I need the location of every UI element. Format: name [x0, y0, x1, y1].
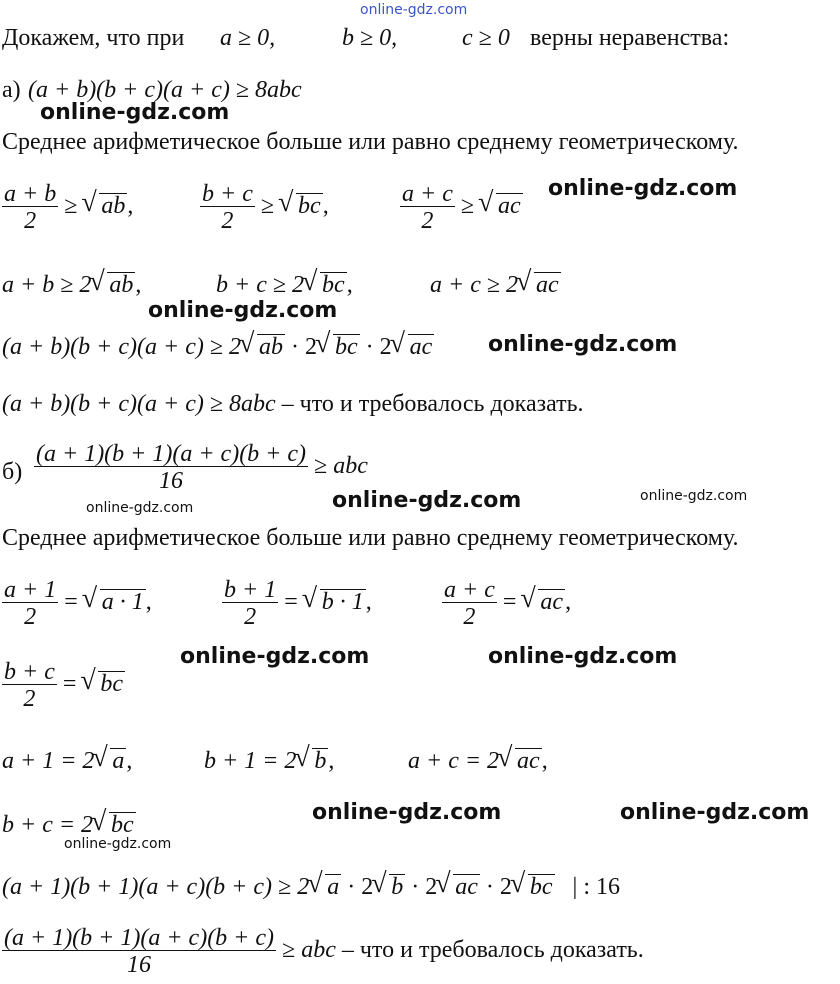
part-b-principle: Среднее арифметическое больше или равно среднему геометрическому.	[2, 525, 739, 551]
fraction: $\frac{b + c}{2}$	[4, 659, 55, 712]
intro-line	[2, 26, 184, 50]
fraction: $\frac{b + c}{2}$	[202, 181, 253, 234]
part-b-step2-1: a + 1 = 2√ a,	[2, 748, 132, 773]
watermark: online-gdz.com	[312, 800, 502, 825]
part-b-step2-2: b + 1 = 2√ b,	[204, 748, 334, 773]
part-b-step1-3: $\frac{a + c}{2}$ = √ ac,	[442, 578, 571, 629]
sqrt: √ bc	[317, 334, 360, 359]
watermark: online-gdz.com	[180, 644, 370, 669]
part-b-step1-2: $\frac{b + 1}{2}$ = √ b · 1,	[222, 578, 372, 629]
sqrt: √ b	[373, 874, 405, 899]
sqrt: √ b	[296, 748, 328, 773]
watermark-small: online-gdz.com	[86, 500, 194, 516]
sqrt: √ ac	[437, 874, 480, 899]
part-a-principle: Среднее арифметическое больше или равно среднему геометрическому.	[2, 129, 739, 155]
part-a-step2-1: a + b ≥ 2√ ab,	[2, 272, 141, 297]
part-a-step1-1: $\frac{a + b}{2}$ ≥ √ ab,	[2, 182, 133, 233]
watermark: online-gdz.com	[548, 176, 738, 201]
part-a-label: а)	[2, 77, 21, 103]
part-a-step2-3: a + c ≥ 2√ ac	[430, 272, 561, 297]
sqrt: √ bc	[280, 193, 323, 218]
sqrt: √ a	[94, 748, 126, 773]
part-b-step1-1: $\frac{a + 1}{2}$ = √ a · 1,	[2, 578, 152, 629]
sqrt: √ ab	[83, 193, 127, 218]
sqrt: √ bc	[512, 874, 555, 899]
sqrt: √ b · 1	[304, 589, 366, 614]
part-b-label: б)	[2, 459, 23, 485]
intro-tail: верны неравенства:	[530, 25, 730, 51]
sqrt: √ ab	[241, 334, 285, 359]
sqrt: √ ac	[522, 589, 565, 614]
watermark: online-gdz.com	[488, 332, 678, 357]
part-b-step3: (a + 1)(b + 1)(a + c)(b + c) ≥ 2√ a · 2√ b · 2√ ac · 2√ bc | : 16	[2, 874, 620, 899]
sqrt: √ bc	[304, 272, 347, 297]
fraction: $\frac{(a + 1)(b + 1)(a + c)(b + c)}{16}$	[36, 441, 307, 494]
watermark: online-gdz.com	[332, 488, 522, 513]
part-a-step1-2: $\frac{b + c}{2}$ ≥ √ bc,	[200, 182, 329, 233]
watermark-top: online-gdz.com	[360, 2, 468, 18]
watermark-small: online-gdz.com	[640, 488, 748, 504]
sqrt: √ ab	[91, 272, 135, 297]
condition-b: b ≥ 0,	[342, 25, 398, 51]
sqrt: √ a	[309, 874, 341, 899]
fraction: $\frac{a + 1}{2}$	[4, 577, 57, 630]
part-b-step2-4: b + c = 2√ bc	[2, 812, 136, 837]
intro-lead: Докажем, что при	[2, 25, 185, 51]
watermark: online-gdz.com	[148, 298, 338, 323]
sqrt: √ ac	[392, 334, 435, 359]
fraction: $\frac{b + 1}{2}$	[224, 577, 277, 630]
condition-c: c ≥ 0	[462, 25, 510, 51]
condition-a: a ≥ 0,	[220, 25, 276, 51]
fraction: $\frac{a + c}{2}$	[402, 181, 453, 234]
sqrt: √ bc	[93, 812, 136, 837]
watermark: online-gdz.com	[620, 800, 810, 825]
fraction: $\frac{a + b}{2}$	[4, 181, 57, 234]
sqrt: √ ac	[518, 272, 561, 297]
fraction: $\frac{a + c}{2}$	[444, 577, 495, 630]
part-b-step1-4: $\frac{b + c}{2}$ = √ bc	[2, 660, 125, 711]
watermark: online-gdz.com	[40, 100, 230, 125]
part-a-step2-2: b + c ≥ 2√ bc,	[216, 272, 353, 297]
part-a-step1-3: $\frac{a + c}{2}$ ≥ √ ac	[400, 182, 523, 233]
watermark: online-gdz.com	[488, 644, 678, 669]
sqrt: √ ac	[499, 748, 542, 773]
sqrt: √ bc	[82, 671, 125, 696]
part-a-statement: (a + b)(b + c)(a + c) ≥ 8abc	[28, 77, 302, 103]
watermark-small: online-gdz.com	[64, 836, 172, 852]
sqrt: √ a · 1	[84, 589, 146, 614]
part-b-statement: $\frac{(a + 1)(b + 1)(a + c)(b + c)}{16}$ ≥ abc	[36, 441, 368, 494]
part-b-conclusion: $\frac{(a + 1)(b + 1)(a + c)(b + c)}{16}$ ≥ abc – что и требовалось доказать.	[4, 925, 644, 978]
sqrt: √ ac	[480, 193, 523, 218]
part-b-step2-3: a + c = 2√ ac,	[408, 748, 548, 773]
part-a-conclusion: (a + b)(b + c)(a + c) ≥ 8abc – что и требовалось доказать.	[2, 391, 584, 417]
fraction: $\frac{(a + 1)(b + 1)(a + c)(b + c)}{16}$	[4, 925, 275, 978]
part-a-step3: (a + b)(b + c)(a + c) ≥ 2√ ab · 2√ bc · 2√ ac	[2, 334, 434, 359]
